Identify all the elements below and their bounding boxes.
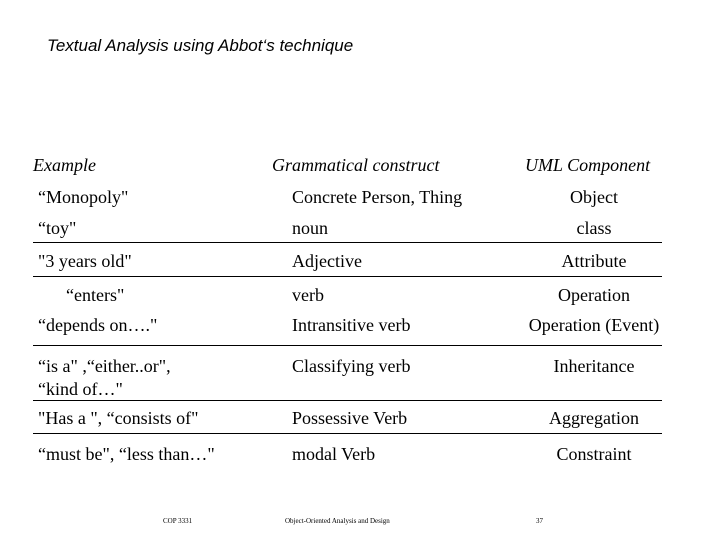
row-3-construct: Adjective xyxy=(292,251,362,271)
header-grammatical-construct: Grammatical construct xyxy=(272,155,440,175)
row-3-component: Attribute xyxy=(561,251,627,271)
row-7-construct: Possessive Verb xyxy=(292,408,408,428)
row-6-example-line-2: “kind of…" xyxy=(38,379,123,399)
header-example: Example xyxy=(33,155,96,175)
row-8-example: “must be", “less than…" xyxy=(38,444,215,464)
row-2-example: “toy" xyxy=(38,218,77,238)
row-divider xyxy=(33,276,662,277)
row-7-example: "Has a ", “consists of" xyxy=(38,408,199,428)
row-4-example: “enters" xyxy=(66,285,125,305)
row-2-component: class xyxy=(576,218,612,238)
row-1-component: Object xyxy=(570,187,618,207)
row-5-construct: Intransitive verb xyxy=(292,315,411,335)
row-1-example: “Monopoly" xyxy=(38,187,129,207)
row-8-component: Constraint xyxy=(556,444,632,464)
slide-title: Textual Analysis using Abbot‘s technique xyxy=(47,36,354,55)
row-2-construct: noun xyxy=(292,218,328,238)
row-divider xyxy=(33,433,662,434)
header-uml-component: UML Component xyxy=(525,155,651,175)
row-8-construct: modal Verb xyxy=(292,444,376,464)
row-4-construct: verb xyxy=(292,285,324,305)
footer-page-number: 37 xyxy=(536,517,543,525)
row-divider xyxy=(33,400,662,401)
row-7-component: Aggregation xyxy=(549,408,639,428)
row-4-component: Operation xyxy=(558,285,630,305)
footer-course: COP 3331 xyxy=(163,517,193,525)
footer-subject: Object-Oriented Analysis and Design xyxy=(285,517,390,525)
row-1-construct: Concrete Person, Thing xyxy=(292,187,463,207)
row-6-component: Inheritance xyxy=(553,356,635,376)
row-3-example: "3 years old" xyxy=(38,251,132,271)
row-divider xyxy=(33,345,662,346)
row-6-construct: Classifying verb xyxy=(292,356,411,376)
row-divider xyxy=(33,242,662,243)
row-5-component: Operation (Event) xyxy=(528,315,660,335)
row-6-example: “is a" ,“either..or", xyxy=(38,356,171,376)
row-5-example: “depends on…." xyxy=(38,315,158,335)
